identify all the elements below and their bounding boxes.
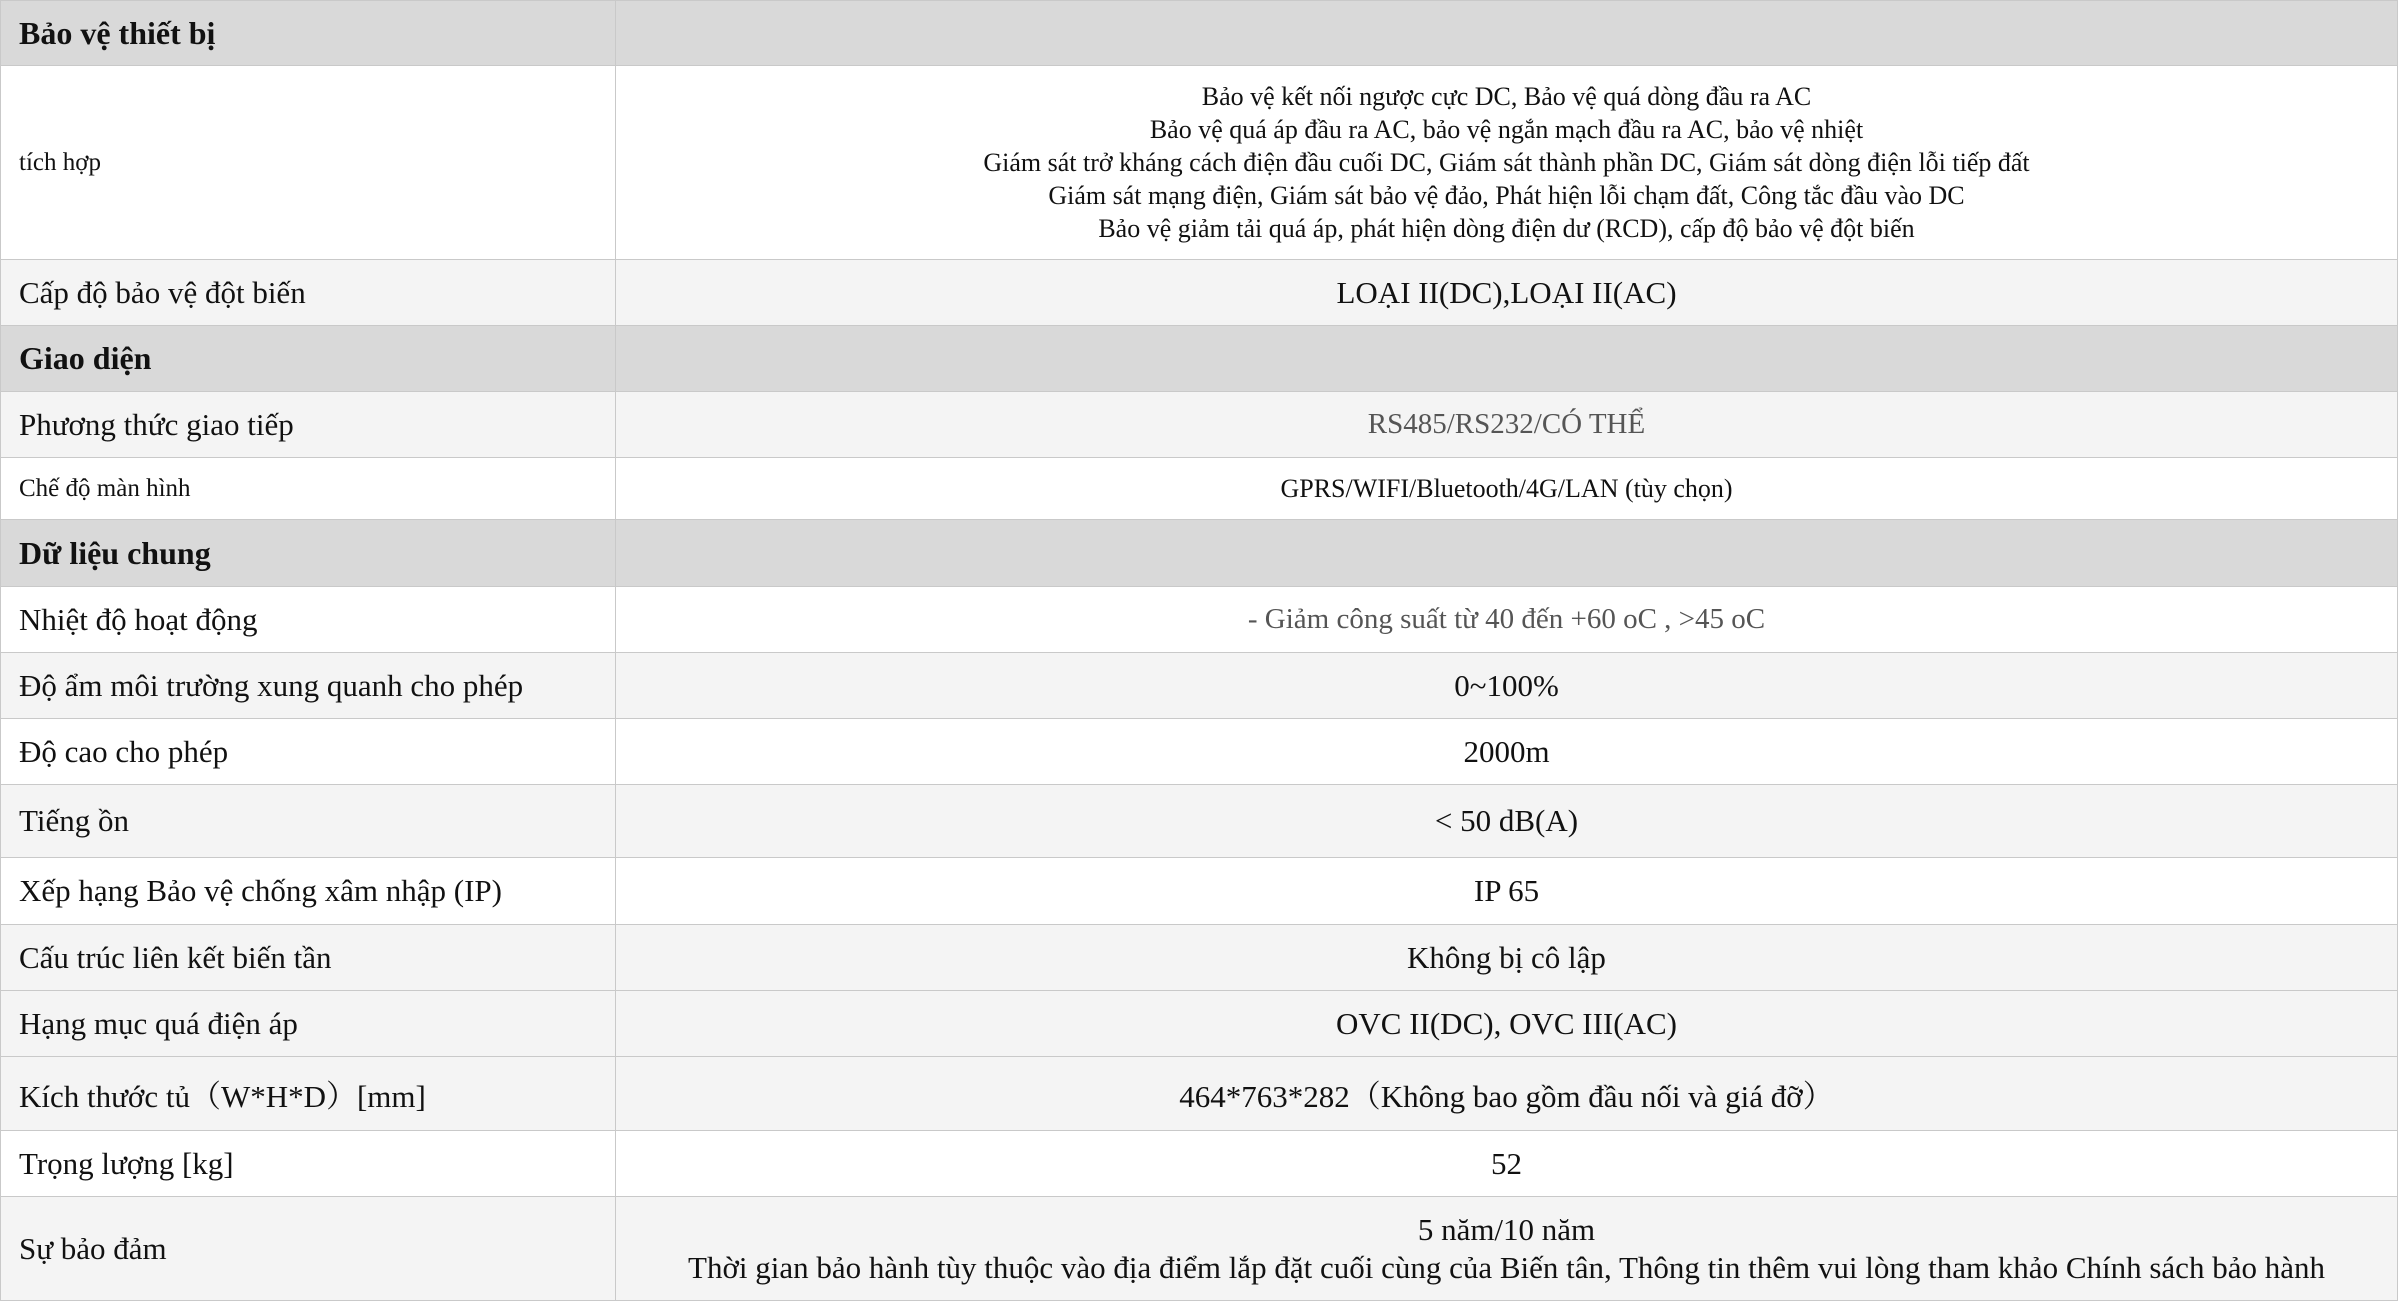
row-label: Tiếng ồn bbox=[1, 785, 616, 858]
row-label: Trọng lượng [kg] bbox=[1, 1131, 616, 1197]
table-row-weight bbox=[1, 1131, 2398, 1197]
row-value: IP 65 bbox=[616, 858, 2398, 925]
row-label: Cấp độ bảo vệ đột biến bbox=[1, 260, 616, 326]
section-title: Dữ liệu chung bbox=[1, 520, 616, 587]
row-value: Không bị cô lập bbox=[616, 925, 2398, 991]
row-label: Chế độ màn hình bbox=[1, 458, 616, 520]
section-value bbox=[616, 326, 2398, 392]
table-row-topology bbox=[1, 925, 2398, 991]
row-label: Xếp hạng Bảo vệ chống xâm nhập (IP) bbox=[1, 858, 616, 925]
section-value bbox=[616, 1, 2398, 66]
row-value: < 50 dB(A) bbox=[616, 785, 2398, 858]
integrated-line-5: Bảo vệ giảm tải quá áp, phát hiện dòng điện dư (RCD), cấp độ bảo vệ đột biến bbox=[1098, 214, 1915, 243]
section-row-interface bbox=[1, 326, 2398, 392]
row-value: 2000m bbox=[616, 719, 2398, 785]
table-row-overvoltage bbox=[1, 991, 2398, 1057]
warranty-line-1: 5 năm/10 năm bbox=[1417, 1211, 1596, 1247]
row-value: LOẠI II(DC),LOẠI II(AC) bbox=[616, 260, 2398, 326]
row-value: - Giảm công suất từ 40 đến +60 oC , >45 oC bbox=[616, 587, 2398, 653]
row-label: tích hợp bbox=[1, 66, 616, 260]
row-label: Kích thước tủ（W*H*D）[mm] bbox=[1, 1057, 616, 1131]
row-label: Nhiệt độ hoạt động bbox=[1, 587, 616, 653]
table-row-altitude bbox=[1, 719, 2398, 785]
table-row-warranty bbox=[1, 1197, 2398, 1301]
row-label: Hạng mục quá điện áp bbox=[1, 991, 616, 1057]
table-row-surge-level bbox=[1, 260, 2398, 326]
table-row-ip-rating bbox=[1, 858, 2398, 925]
integrated-line-1: Bảo vệ kết nối ngược cực DC, Bảo vệ quá dòng đầu ra AC bbox=[1201, 82, 1812, 111]
row-value: OVC II(DC), OVC III(AC) bbox=[616, 991, 2398, 1057]
section-row-general bbox=[1, 520, 2398, 587]
section-title: Bảo vệ thiết bị bbox=[1, 1, 616, 66]
row-value: 52 bbox=[616, 1131, 2398, 1197]
section-value bbox=[616, 520, 2398, 587]
row-label: Độ ẩm môi trường xung quanh cho phép bbox=[1, 653, 616, 719]
row-value: 464*763*282（Không bao gồm đầu nối và giá đỡ） bbox=[616, 1057, 2398, 1131]
table-row-humidity bbox=[1, 653, 2398, 719]
integrated-line-3: Giám sát trở kháng cách điện đầu cuối DC, Giám sát thành phần DC, Giám sát dòng điện lỗi tiếp đất bbox=[983, 148, 2030, 177]
row-value: 0~100% bbox=[616, 653, 2398, 719]
integrated-line-4: Giám sát mạng điện, Giám sát bảo vệ đảo, Phát hiện lỗi chạm đất, Công tắc đầu vào DC bbox=[1048, 181, 1965, 210]
row-value-multiline bbox=[616, 1197, 2398, 1301]
table-row-monitor-mode bbox=[1, 458, 2398, 520]
row-label: Sự bảo đảm bbox=[1, 1197, 616, 1301]
row-value: RS485/RS232/CÓ THỂ bbox=[616, 392, 2398, 458]
row-label: Phương thức giao tiếp bbox=[1, 392, 616, 458]
table-row-comm-method bbox=[1, 392, 2398, 458]
integrated-line-2: Bảo vệ quá áp đầu ra AC, bảo vệ ngắn mạch đầu ra AC, bảo vệ nhiệt bbox=[1149, 115, 1864, 144]
row-label: Cấu trúc liên kết biến tần bbox=[1, 925, 616, 991]
section-row-device-protection bbox=[1, 1, 2398, 66]
table-row-operating-temp bbox=[1, 587, 2398, 653]
row-value-multiline bbox=[616, 66, 2398, 260]
table-row-integrated bbox=[1, 66, 2398, 260]
section-title: Giao diện bbox=[1, 326, 616, 392]
row-label: Độ cao cho phép bbox=[1, 719, 616, 785]
row-value: GPRS/WIFI/Bluetooth/4G/LAN (tùy chọn) bbox=[616, 458, 2398, 520]
table-row-dimensions bbox=[1, 1057, 2398, 1131]
warranty-line-2: Thời gian bảo hành tùy thuộc vào địa điểm lắp đặt cuối cùng của Biến tân, Thông tin thêm vui lòng tham khảo Chính sách bảo hành bbox=[688, 1249, 2325, 1285]
table-row-noise bbox=[1, 785, 2398, 858]
